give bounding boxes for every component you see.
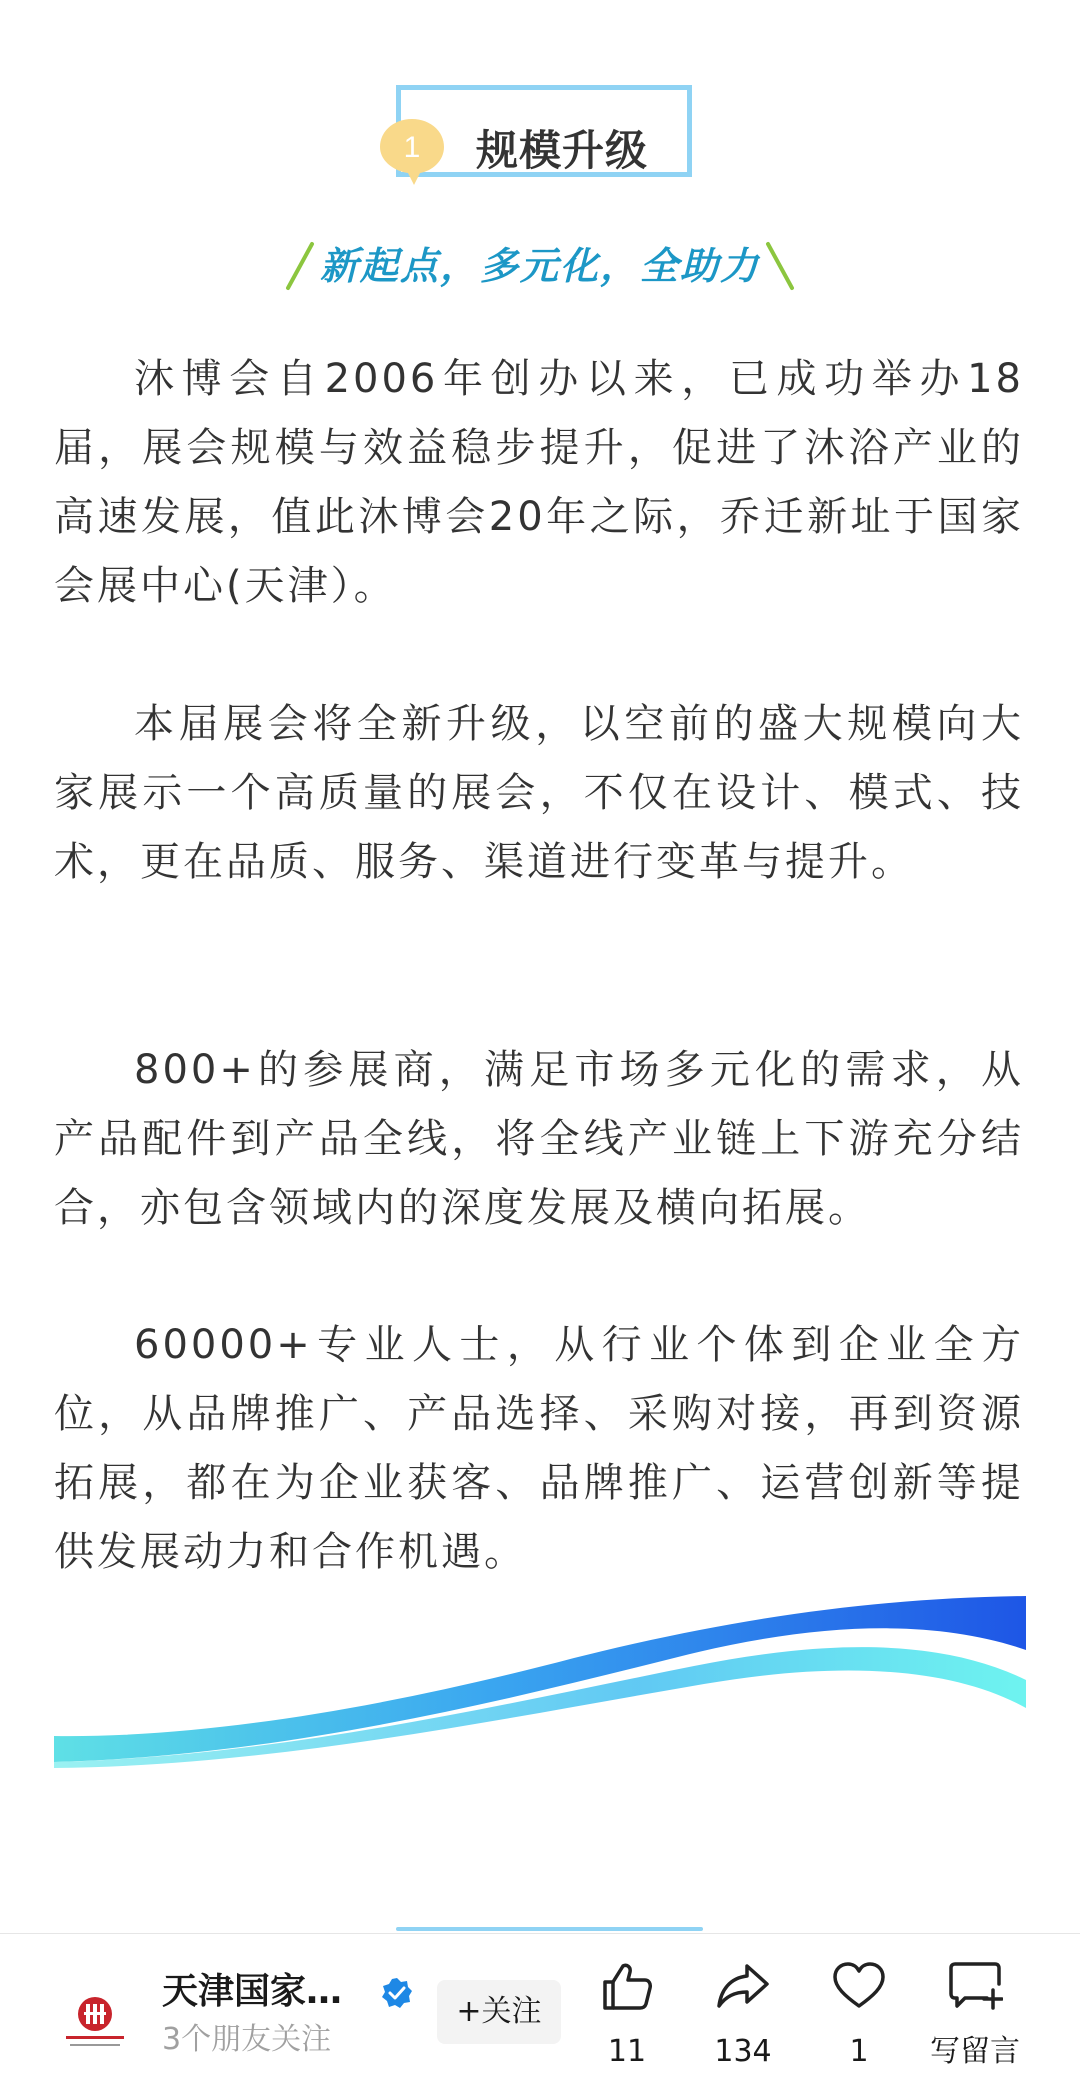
- comment-action[interactable]: [920, 1958, 1030, 2084]
- article-paragraph-3: 800+的参展商，满足市场多元化的需求，从产品配件到产品全线，将全线产业链上下游充分结合，亦包含领域内的深度发展及横向拓展。: [54, 1047, 1024, 1231]
- exhibition-center-logo-icon[interactable]: [58, 1984, 132, 2058]
- thumbs-up-icon: [599, 1958, 655, 2014]
- article-paragraph-4: 60000+专业人士，从行业个体到企业全方位，从品牌推广、产品选择、采购对接，再到资源拓展，都在为企业获客、品牌推广、运营创新等提供发展动力和合作机遇。: [54, 1322, 1024, 1575]
- article-paragraph-1: 沐博会自2006年创办以来，已成功举办18届，展会规模与效益稳步提升，促进了沐浴产业的高速发展，值此沐博会20年之际，乔迁新址于国家会展中心(天津）。: [54, 356, 1024, 609]
- like-action[interactable]: [572, 1958, 682, 2084]
- favorite-action[interactable]: [804, 1958, 914, 2084]
- comment-label: 写留言: [930, 2034, 1020, 2069]
- follow-button[interactable]: +关注: [437, 1980, 561, 2044]
- scroll-indicator: [396, 1927, 703, 1931]
- share-count: 134: [714, 2034, 772, 2069]
- friends-following-count: 3个朋友关注: [162, 2022, 332, 2057]
- heart-icon: [831, 1958, 887, 2014]
- section-number: 1: [403, 131, 421, 164]
- share-arrow-icon: [715, 1958, 771, 2014]
- comment-plus-icon: [947, 1958, 1003, 2014]
- favorite-count: 1: [849, 2034, 869, 2069]
- section-slogan: 新起点，多元化，全助力: [319, 244, 760, 288]
- number-pin-icon: [376, 115, 448, 187]
- share-action[interactable]: [688, 1958, 798, 2084]
- right-slash-icon: [762, 240, 798, 292]
- like-count: 11: [607, 2034, 647, 2069]
- verified-badge-icon: [380, 1976, 414, 2010]
- bottom-action-bar: [0, 1934, 1080, 2093]
- section-title: 规模升级: [476, 126, 649, 175]
- decorative-wave: [54, 1588, 1026, 1768]
- account-name[interactable]: 天津国家…: [162, 1971, 343, 2012]
- article-paragraph-2: 本届展会将全新升级，以空前的盛大规模向大家展示一个高质量的展会，不仅在设计、模式、技术，更在品质、服务、渠道进行变革与提升。: [54, 701, 1024, 885]
